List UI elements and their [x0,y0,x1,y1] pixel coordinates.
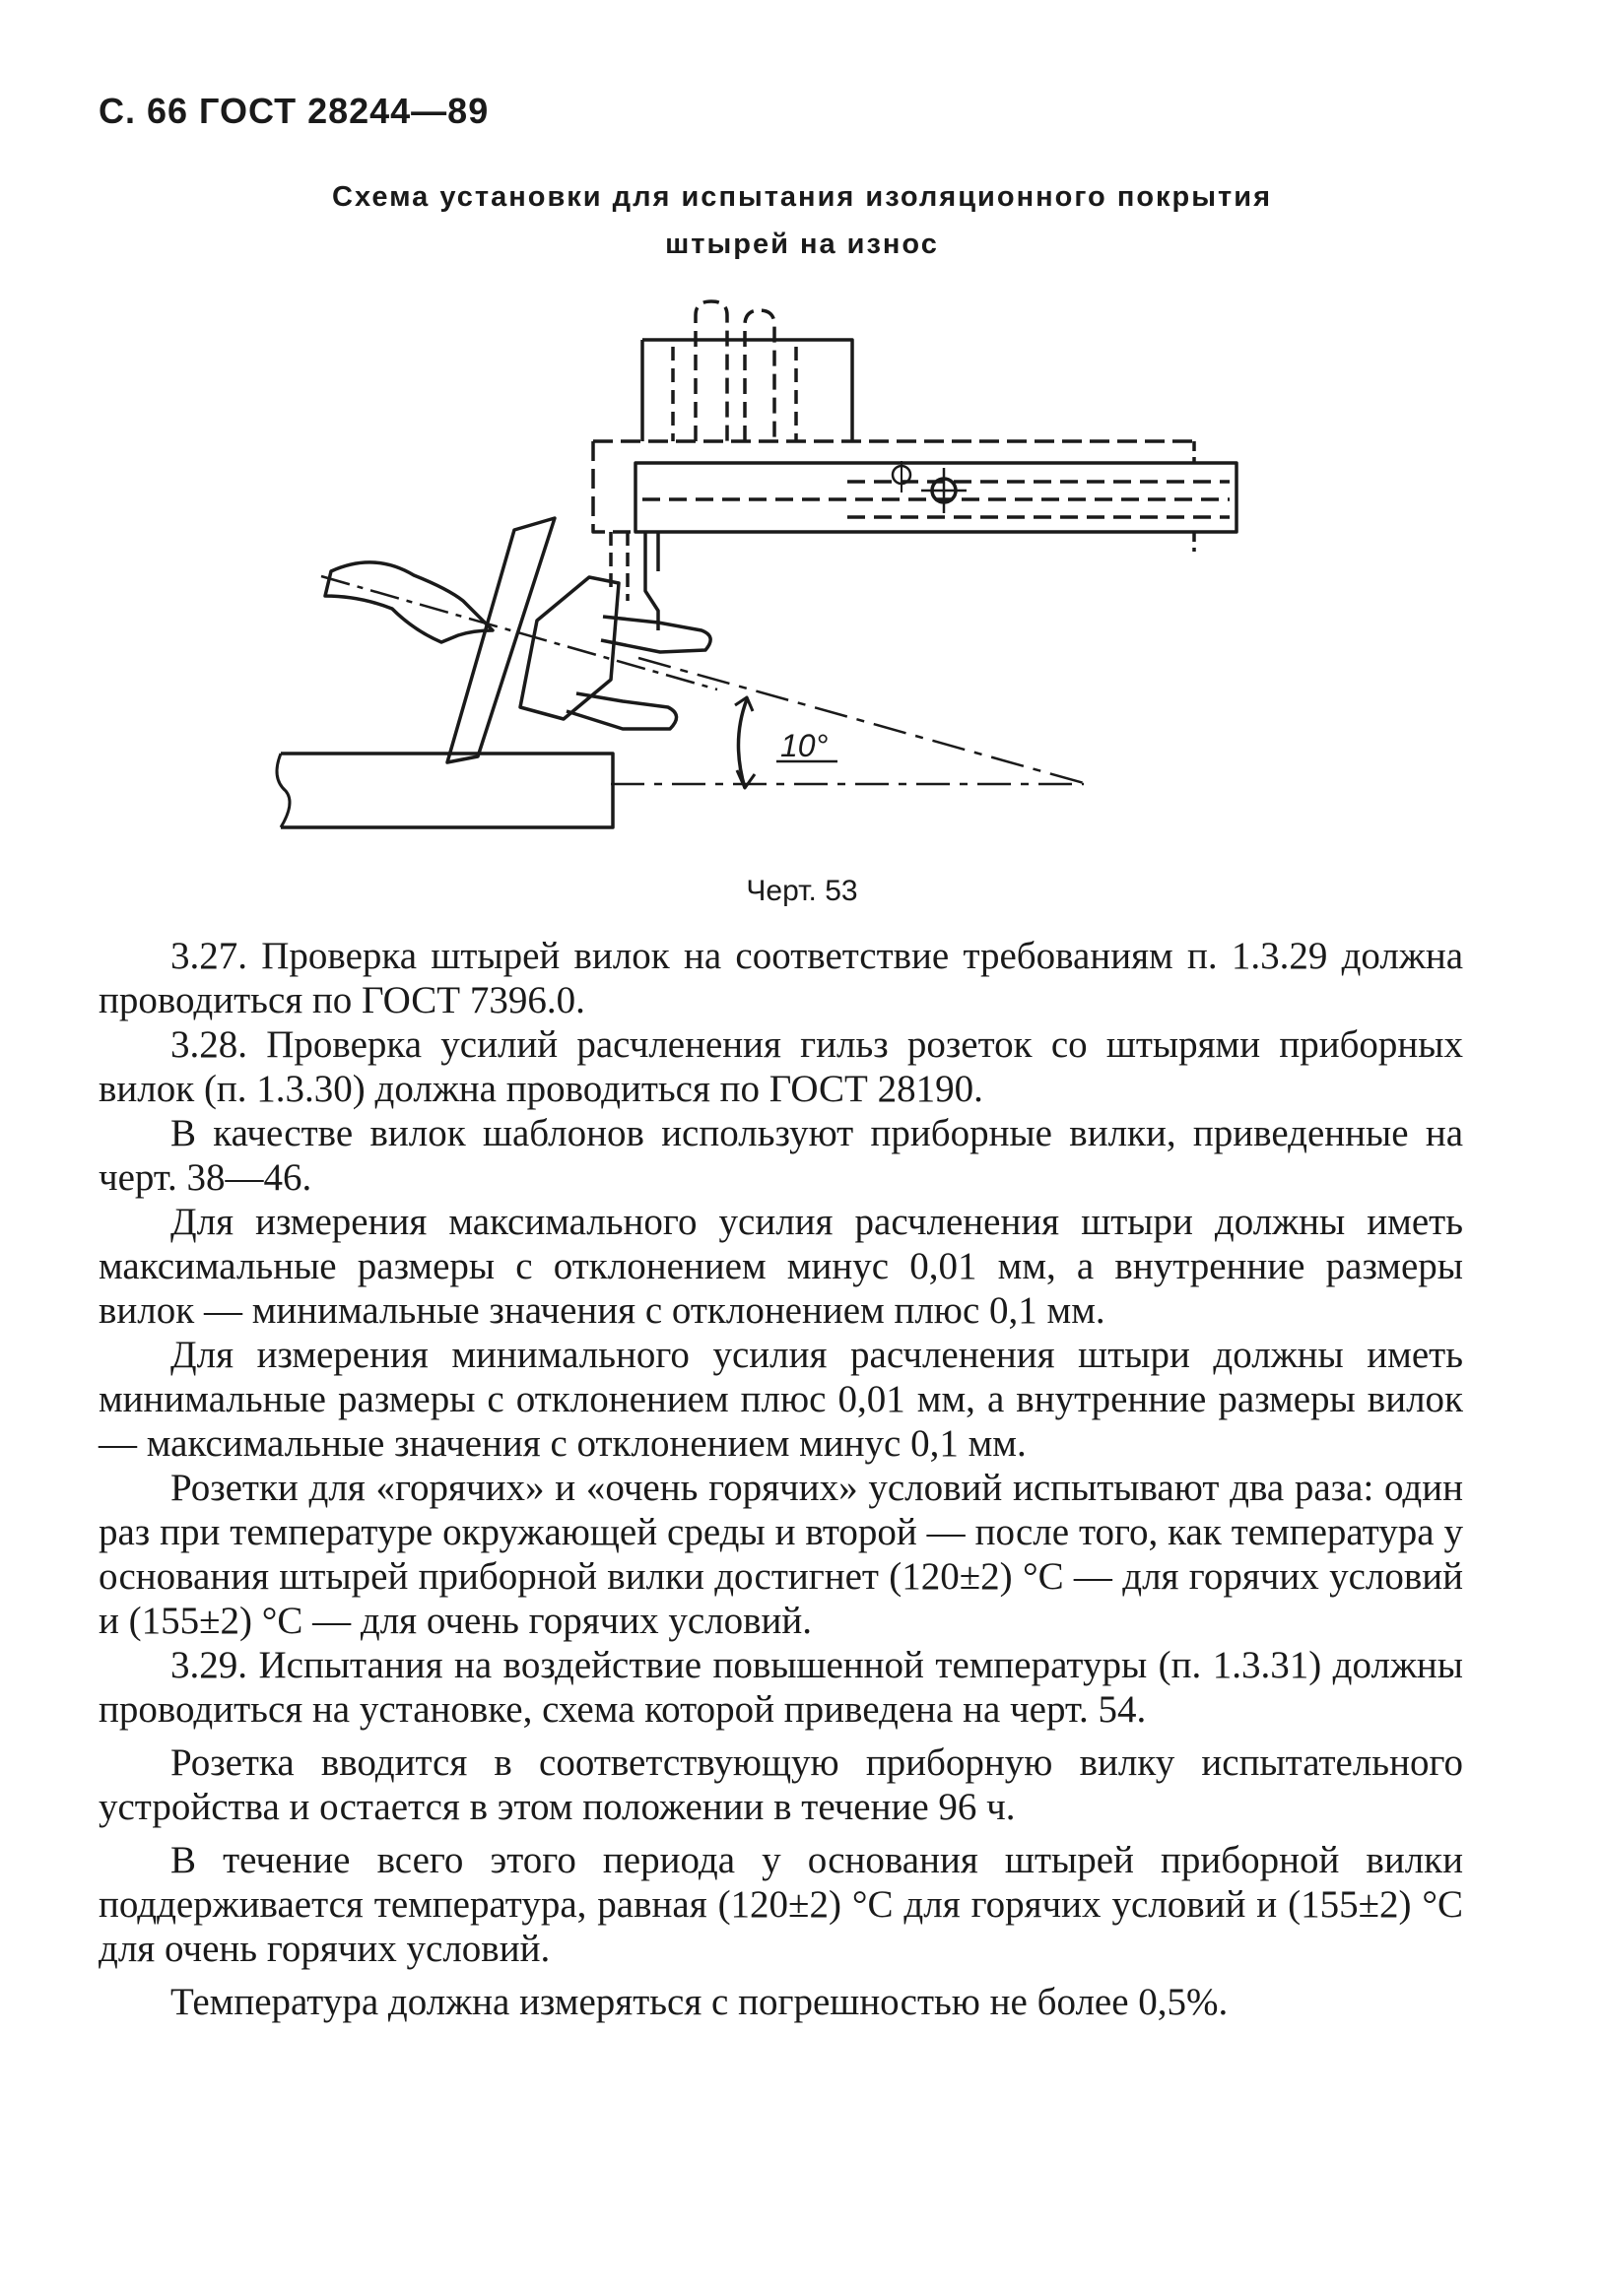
table-top [281,754,613,827]
socket-plate [447,518,555,762]
angle-arrow-bottom [737,770,755,788]
figure-title-line1: Схема установки для испытания изоляционного покрытия [332,181,1272,213]
figure-title-line2: штырей на износ [665,229,939,260]
pin-upper [601,617,710,652]
angle-label: 10° [780,728,829,763]
housing-inner-dashed [673,347,796,441]
paragraph-temperature-accuracy: Температура должна измеряться с погрешностью не более 0,5%. [170,1981,1229,2023]
paragraph-templates: В качестве вилок шаблонов используют приборные вилки, приведенные на черт. 38—46. [99,1112,1463,1199]
paragraph-3-27: 3.27. Проверка штырей вилок на соответствие требованиям п. 1.3.29 должна проводиться по ГОСТ 7396.0. [99,935,1463,1021]
technical-drawing [0,0,1604,886]
figure-caption: Черт. 53 [746,875,858,907]
arm-dashed-left [593,441,631,532]
paragraph-max-force: Для измерения максимального усилия расчленения штыри должны иметь максимальные размеры с отклонением минус 0,01 мм, а внутренние размеры вилок — минимальные значения с отклонением плюс 0,1 мм. [99,1201,1463,1332]
paragraph-min-force: Для измерения минимального усилия расчленения штыри должны иметь минимальные размеры с отклонением плюс 0,01 мм, а внутренние размеры вилок — максимальные значения с отклонением минус 0,1 мм. [99,1334,1463,1465]
paragraph-3-29: 3.29. Испытания на воздействие повышенной температуры (п. 1.3.31) должны проводиться на установке, схема которой приведена на черт. 54. [99,1644,1463,1731]
stem-solid [645,532,658,630]
body-text [99,934,1463,2024]
paragraph-temperature-maintain: В течение всего этого периода у основания штырей приборной вилки поддерживается температура, равная (120±2) °С для горячих условий и (155±2) °С для очень горячих условий. [99,1839,1463,1970]
loop-left [696,301,727,441]
paragraph-socket-insert: Розетка вводится в соответствующую приборную вилку испытательного устройства и остается в этом положении в течение 96 ч. [99,1741,1463,1828]
table-wave [277,754,290,827]
incline-line [638,658,1084,783]
paragraph-hot-conditions: Розетки для «горячих» и «очень горячих» условий испытывают два раза: один раз при температуре окружающей среды и второй — после того, как температура у основания штырей приборной вилки достигнет (120±2) °С — для горячих условий и (155±2) °С — для очень горячих условий. [99,1467,1463,1642]
loop-right [745,310,774,441]
handle-axis [321,576,717,689]
paragraph-3-28: 3.28. Проверка усилий расчленения гильз розеток со штырями приборных вилок (п. 1.3.30) должна проводиться по ГОСТ 28190. [99,1023,1463,1110]
pin-lower [567,693,677,729]
pivot-cross [921,468,967,513]
page-header: С. 66 ГОСТ 28244—89 [99,91,490,131]
